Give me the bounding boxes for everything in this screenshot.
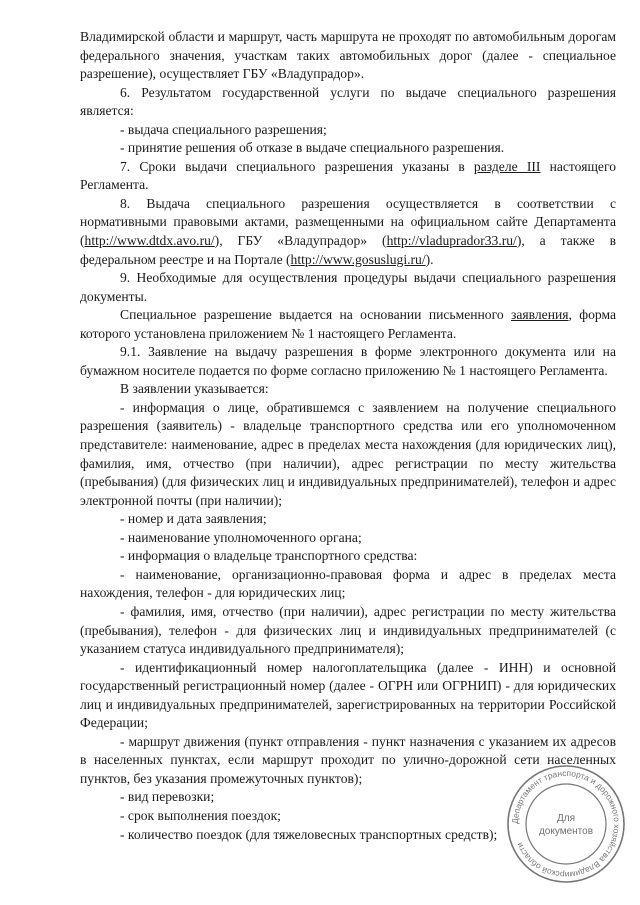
paragraph-text: 6. Результатом государственной услуги по выдаче специального разрешения является: bbox=[80, 84, 616, 119]
paragraph-text: Владимирской области и маршрут, часть маршрута не проходят по автомобильным дорогам федерального значения, участкам таких автомобильных дорог (далее - специальное разрешение), осуществляет ГБУ «Владупрадор». bbox=[80, 29, 616, 82]
paragraph-text: 9. Необходимые для осуществления процедуры выдачи специального разрешения документы. bbox=[80, 270, 616, 304]
paragraph-p16 bbox=[80, 603, 616, 659]
paragraph-text: - информация о владельце транспортного средства: bbox=[120, 548, 418, 564]
paragraph-text: Специальное разрешение выдается на основании письменного bbox=[120, 307, 511, 323]
paragraph-p9 bbox=[80, 343, 616, 380]
paragraph-text: - информация о лице, обратившемся с заявлением на получение специального разрешения (заявитель) - владельце транспортного средства или его уполномоченном представителе: наименование, адрес в пределах места нахождения (для юридических лиц), фамилия, имя, отчество (при наличии), адрес регистрации по месту жительства (пребывания) (для физических лиц и индивидуальных предпринимателей), телефон и адрес электронной почты (при наличии); bbox=[80, 399, 616, 508]
paragraph-p2 bbox=[80, 84, 616, 121]
paragraph-p13 bbox=[80, 529, 616, 548]
paragraph-text: , форма которого установлена приложением № 1 настоящего Регламента. bbox=[80, 307, 616, 341]
paragraph-text: ). bbox=[425, 251, 434, 267]
paragraph-p5 bbox=[80, 158, 616, 195]
paragraph-p7 bbox=[80, 269, 616, 306]
paragraph-text: - наименование уполномоченного органа; bbox=[120, 529, 362, 545]
paragraph-text: 7. Сроки выдачи специального разрешения указаны в bbox=[120, 158, 474, 174]
stamp-center-line2: документов bbox=[538, 826, 594, 837]
paragraph-text: настоящего Регламента. bbox=[80, 158, 617, 193]
paragraph-text: ), ГБУ «Владупрадор» ( bbox=[214, 233, 387, 249]
link-text[interactable]: разделе III bbox=[473, 158, 541, 174]
paragraph-p3 bbox=[80, 121, 616, 140]
paragraph-text: 9.1. Заявление на выдачу разрешения в форме электронного документа или на бумажном носителе подается по форме согласно приложению № 1 настоящего Регламента. bbox=[80, 344, 616, 378]
paragraph-p12 bbox=[80, 510, 616, 529]
paragraph-text: - идентификационный номер налогоплательщика (далее - ИНН) и основной государственный регистрационный номер (далее - ОГРН или ОГРНИП) - для юридических лиц и индивидуальных предпринимателей, зарегистрированных на территории Российской Федерации; bbox=[80, 659, 616, 731]
paragraph-text: - принятие решения об отказе в выдаче специального разрешения. bbox=[120, 140, 505, 156]
document-page bbox=[80, 28, 616, 844]
link-text[interactable]: http://vladuprador33.ru/ bbox=[386, 233, 517, 249]
paragraph-p1 bbox=[80, 28, 616, 84]
paragraph-text: - маршрут движения (пункт отправления - пункт назначения с указанием их адресов в населенных пунктах, если маршрут проходит по улично-дорожной сети населенных пунктов, без указания промежуточных пунктов); bbox=[80, 733, 616, 786]
link-text[interactable]: заявления bbox=[510, 307, 569, 323]
link-text[interactable]: http://www.dtdx.avo.ru/ bbox=[84, 233, 215, 249]
official-stamp bbox=[505, 763, 627, 885]
paragraph-text: - номер и дата заявления; bbox=[120, 511, 267, 527]
paragraph-text: - вид перевозки; bbox=[120, 789, 215, 805]
paragraph-p8 bbox=[80, 306, 616, 343]
paragraph-text: - наименование, организационно-правовая форма и адрес в пределах места нахождения, телефон - для юридических лиц; bbox=[80, 566, 616, 601]
paragraph-text: 8. Выдача специального разрешения осуществляется в соответствии с нормативными правовыми актами, размещенными на официальном сайте Департамента ( bbox=[80, 195, 616, 249]
paragraph-p10 bbox=[80, 380, 616, 399]
paragraph-text: - выдача специального разрешения; bbox=[120, 121, 327, 137]
stamp-center-line1: Для bbox=[556, 813, 576, 824]
svg-text:Департамент транспорта и дорож bbox=[510, 768, 622, 880]
link-text[interactable]: http://www.gosuslugi.ru/ bbox=[290, 251, 426, 267]
paragraph-text: - количество поездок (для тяжеловесных транспортных средств); bbox=[120, 826, 498, 842]
paragraph-p15 bbox=[80, 566, 616, 603]
paragraph-text: ), а также в федеральном реестре и на Портале ( bbox=[80, 233, 616, 267]
paragraph-text: - фамилия, имя, отчество (при наличии), адрес регистрации по месту жительства (пребывания), телефон - для физических лиц и индивидуальных предпринимателей (с указанием статуса индивидуального предпринимателя); bbox=[80, 603, 616, 657]
paragraph-p6 bbox=[80, 195, 616, 269]
paragraph-p14 bbox=[80, 547, 616, 566]
paragraph-text: В заявлении указывается: bbox=[120, 381, 269, 397]
stamp-ring-text: Департамент транспорта и дорожного хозяйства Владимирской области bbox=[509, 767, 623, 881]
stamp-seal-icon bbox=[505, 763, 627, 885]
paragraph-p17 bbox=[80, 659, 616, 733]
paragraph-p11 bbox=[80, 399, 616, 510]
paragraph-p4 bbox=[80, 139, 616, 158]
paragraph-text: - срок выполнения поездок; bbox=[120, 807, 281, 823]
